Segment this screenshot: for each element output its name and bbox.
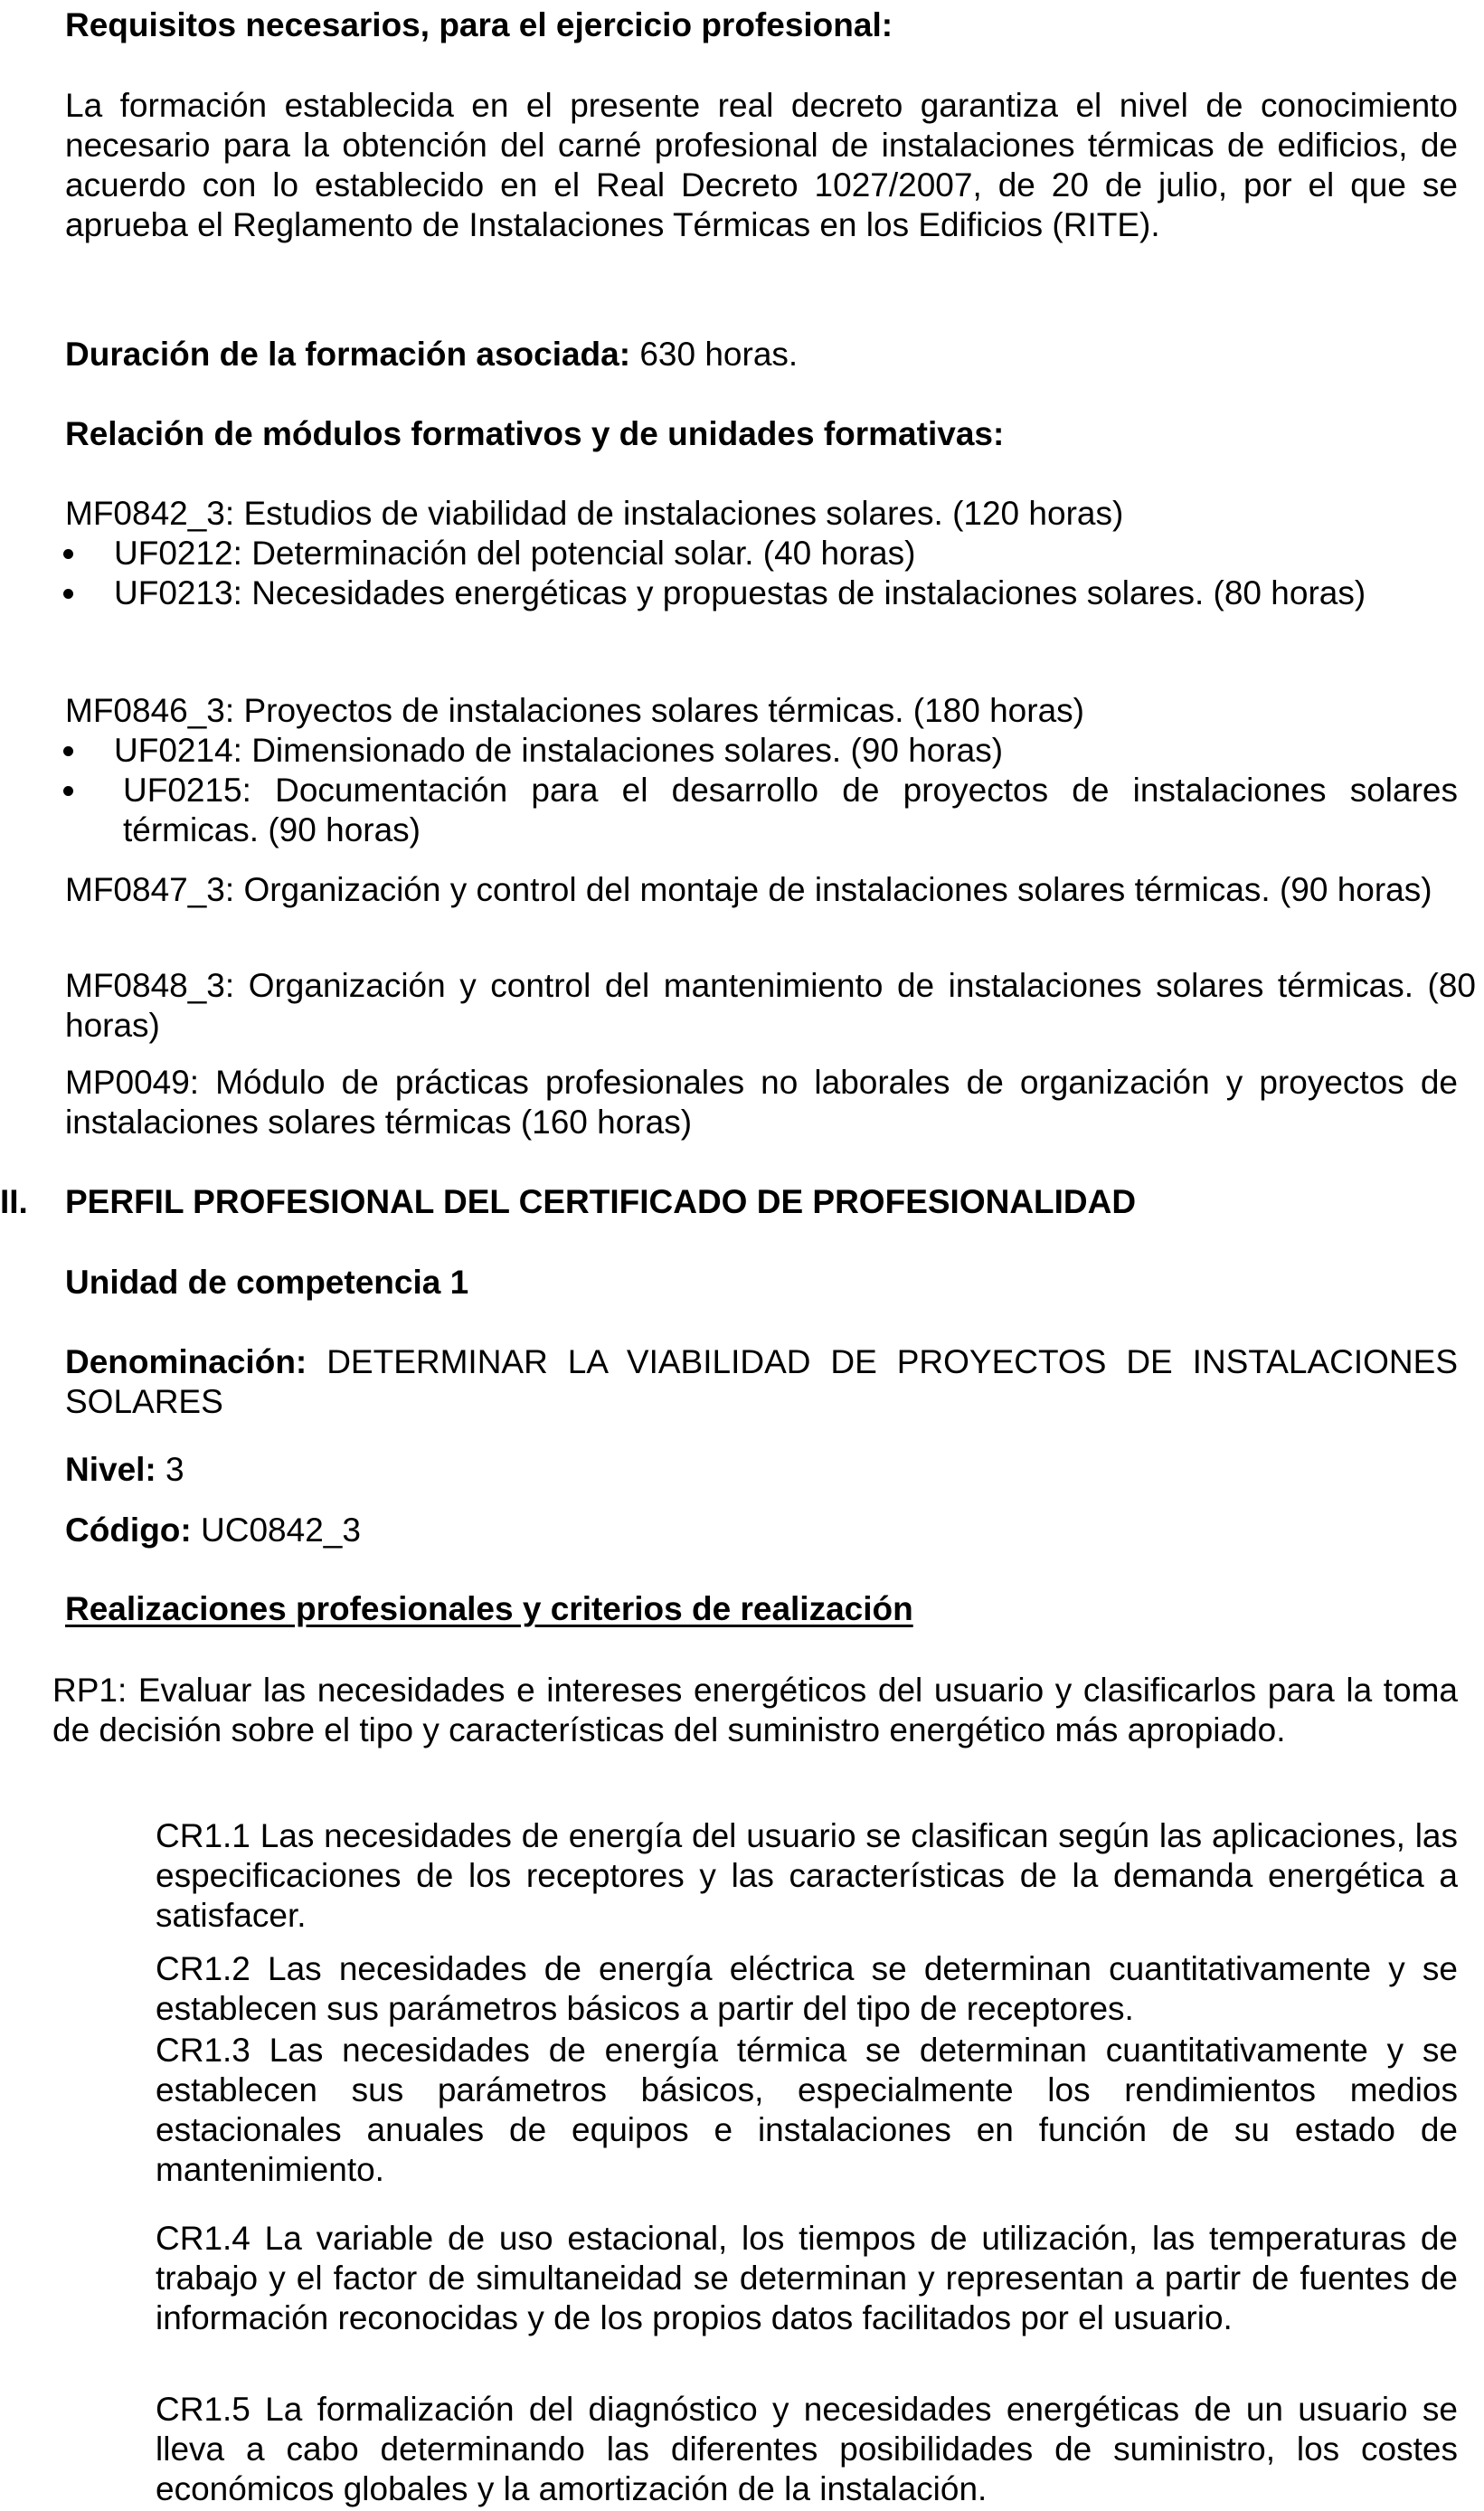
requisitos-heading: Requisitos necesarios, para el ejercicio profesional: <box>65 6 893 43</box>
nivel-value: 3 <box>156 1451 184 1488</box>
bullet-icon <box>63 549 73 559</box>
criterio-item: CR1.4 La variable de uso estacional, los tiempos de utilización, las temperaturas de trabajo y el factor de simultaneidad se determinan y representan a partir de fuentes de información reconocidas y de los propios datos facilitados por el usuario. <box>156 2220 1458 2336</box>
denominacion-value: DETERMINAR LA VIABILIDAD DE PROYECTOS DE INSTALACIONES SOLARES <box>65 1343 1458 1420</box>
list-item <box>114 573 1458 613</box>
modulo-title: MF0847_3: Organización y control del montaje de instalaciones solares térmicas. (90 horas) <box>65 871 1432 908</box>
nivel-line <box>65 1450 1458 1490</box>
unit-list <box>114 731 1458 850</box>
denominacion-label: Denominación: <box>65 1343 307 1380</box>
realizaciones-heading: Realizaciones profesionales y criterios de realización <box>65 1590 913 1627</box>
list-item <box>114 771 1458 850</box>
duracion-value: 630 horas. <box>630 336 799 373</box>
relacion-heading: Relación de módulos formativos y de unidades formativas: <box>65 415 1005 452</box>
requisitos-body: La formación establecida en el presente real decreto garantiza el nivel de conocimiento necesario para la obtención del carné profesional de instalaciones térmicas de edificios, de acuerdo con lo establecido en el Real Decreto 1027/2007, de 20 de julio, por el que se aprueba el Reglamento de Instalaciones Térmicas en los Edificios (RITE). <box>65 87 1458 243</box>
codigo-label: Código: <box>65 1511 192 1549</box>
list-item <box>114 731 1458 771</box>
bullet-icon <box>63 589 73 599</box>
unit-text: UF0214: Dimensionado de instalaciones solares. (90 horas) <box>114 732 1004 769</box>
section-heading <box>0 1182 1458 1222</box>
modulo-title: MF0848_3: Organización y control del mantenimiento de instalaciones solares térmicas. (80 horas) <box>65 967 1476 1044</box>
duracion-label: Duración de la formación asociada: <box>65 336 631 373</box>
unit-list <box>114 534 1458 613</box>
denominacion <box>65 1342 1458 1422</box>
bullet-icon <box>63 746 73 756</box>
codigo-line <box>65 1511 1458 1550</box>
rp1-text: RP1: Evaluar las necesidades e intereses energéticos del usuario y clasificarlos para la toma de decisión sobre el tipo y características del suministro energético más apropiado. <box>52 1672 1458 1748</box>
section-number: II. <box>0 1183 28 1220</box>
codigo-value: UC0842_3 <box>191 1511 361 1549</box>
nivel-label: Nivel: <box>65 1451 156 1488</box>
modulo-title: MF0846_3: Proyectos de instalaciones solares térmicas. (180 horas) <box>65 692 1084 729</box>
unit-text: UF0213: Necesidades energéticas y propuestas de instalaciones solares. (80 horas) <box>114 574 1366 611</box>
section-title: PERFIL PROFESIONAL DEL CERTIFICADO DE PROFESIONALIDAD <box>65 1183 1137 1220</box>
modulo-title: MF0842_3: Estudios de viabilidad de instalaciones solares. (120 horas) <box>65 495 1124 532</box>
duracion-line <box>65 335 1458 374</box>
criterio-item: CR1.2 Las necesidades de energía eléctrica se determinan cuantitativamente y se establecen sus parámetros básicos a partir del tipo de receptores. <box>156 1950 1458 2027</box>
modulo-title: MP0049: Módulo de prácticas profesionales no laborales de organización y proyectos de instalaciones solares térmicas (160 horas) <box>65 1064 1458 1141</box>
criterio-item: CR1.5 La formalización del diagnóstico y necesidades energéticas de un usuario se lleva a cabo determinando las diferentes posibilidades de suministro, los costes económicos globales y la amortización de la instalación. <box>156 2391 1458 2507</box>
bullet-icon <box>63 786 73 796</box>
criterio-item: CR1.1 Las necesidades de energía del usuario se clasifican según las aplicaciones, las especificaciones de los receptores y las características de la demanda energética a satisfacer. <box>156 1817 1458 1934</box>
unidad-title: Unidad de competencia 1 <box>65 1264 469 1301</box>
unit-text: UF0212: Determinación del potencial solar. (40 horas) <box>114 535 916 572</box>
criterio-item: CR1.3 Las necesidades de energía térmica se determinan cuantitativamente y se establecen sus parámetros básicos, especialmente los rendimientos medios estacionales anuales de equipos e instalaciones en función de su estado de mantenimiento. <box>156 2032 1458 2188</box>
list-item <box>114 534 1458 573</box>
unit-text: UF0215: Documentación para el desarrollo de proyectos de instalaciones solares térmicas. (90 horas) <box>123 772 1458 848</box>
